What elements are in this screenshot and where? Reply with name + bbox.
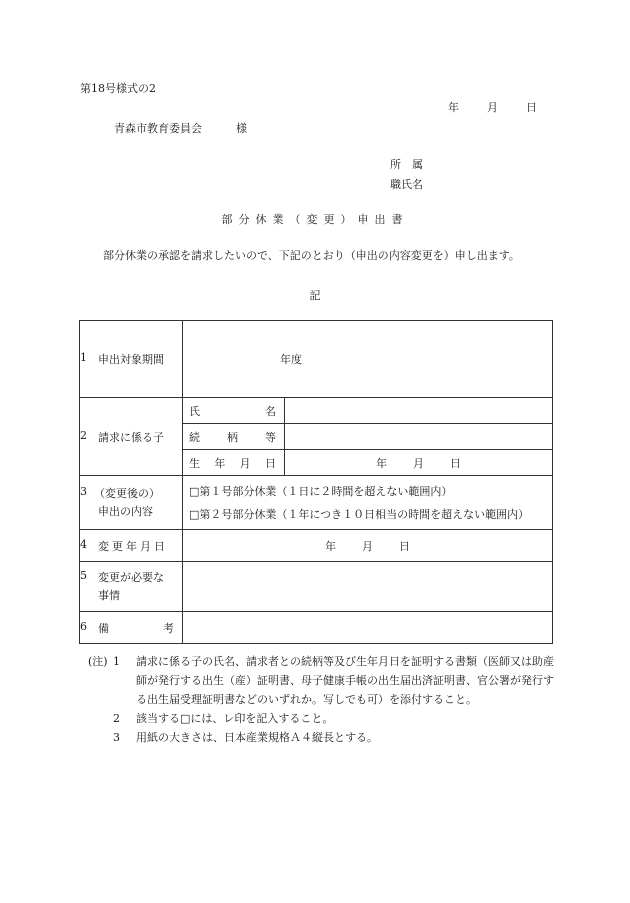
row-child-name (80, 398, 553, 424)
date-month: 月 (487, 101, 498, 114)
row-number: 3 (80, 484, 87, 498)
change-date-label-cell (80, 530, 183, 562)
reason-label-cell (80, 562, 183, 612)
remarks-label-cell: 6 備 考 (80, 612, 183, 644)
application-table (79, 320, 553, 644)
row-content (80, 476, 553, 530)
period-value: 年度 (280, 353, 302, 366)
intro-text: 部分休業の承認を請求したいので、下記のとおり（申出の内容変更を）申し出ます。 (103, 249, 520, 262)
reason-label-line2: 事情 (98, 588, 120, 602)
child-label: 請求に係る子 (98, 430, 164, 444)
document-title: 部分休業（変更）申出書 (221, 213, 409, 226)
notes-prefix: (注) (88, 655, 108, 668)
content-label-line1: （変更後の） (94, 486, 160, 500)
affiliation-label: 所 属 (390, 158, 423, 171)
child-relation-label: 続 柄 等 (183, 424, 285, 450)
row-number: 5 (80, 568, 87, 582)
child-name-field[interactable] (285, 398, 553, 424)
child-name-label: 氏 名 (183, 398, 285, 424)
content-options (183, 476, 553, 530)
child-birth-field[interactable]: 年 月 日 (285, 450, 553, 476)
addressee (114, 120, 247, 136)
remarks-field[interactable] (183, 612, 553, 644)
addressee-honorific: 様 (236, 122, 247, 135)
content-label-cell (80, 476, 183, 530)
change-date-label: 変更年月日 (98, 539, 168, 553)
note-item: (注) 1 請求に係る子の氏名、請求者との続柄等及び生年月日を証明する書類（医師又は助産師が発行する出生（産）証明書、母子健康手帳の出生届出済証明書、官公署が発行する出生届受理証明書などのいずれか。写しでも可）を添付すること。 (88, 652, 558, 709)
child-relation-field[interactable] (285, 424, 553, 450)
child-label-cell (80, 398, 183, 476)
date-year: 年 (448, 101, 459, 114)
addressee-name: 青森市教育委員会 (114, 122, 202, 135)
row-period (80, 321, 553, 398)
reason-field[interactable] (183, 562, 553, 612)
content-label-line2: 申出の内容 (98, 504, 153, 518)
row-remarks (80, 612, 553, 644)
row-reason (80, 562, 553, 612)
period-label-cell (80, 321, 183, 398)
reason-label-line1: 変更が必要な (98, 570, 164, 584)
ki-label: 記 (309, 289, 321, 302)
row-number: 2 (80, 428, 87, 442)
row-number: 6 (80, 619, 87, 633)
option-type1[interactable]: □第１号部分休業（１日に２時間を超えない範囲内） (189, 484, 453, 498)
submission-date (448, 99, 537, 115)
date-day: 日 (526, 101, 537, 114)
row-change-date (80, 530, 553, 562)
period-label: 申出対象期間 (98, 353, 164, 366)
row-number: 4 (80, 537, 87, 551)
note-item: 2 該当する□には、レ印を記入すること。 (113, 712, 334, 725)
child-birth-label: 生 年 月 日 (183, 450, 285, 476)
option-type2[interactable]: □第２号部分休業（１年につき１０日相当の時間を超えない範囲内） (189, 507, 530, 521)
name-label: 職氏名 (390, 178, 423, 191)
row-number: 1 (80, 351, 87, 364)
form-number: 第18号様式の2 (80, 82, 156, 95)
change-date-field[interactable]: 年 月 日 (183, 530, 553, 562)
period-field[interactable] (183, 321, 553, 398)
notes (88, 652, 558, 747)
note-item: 3 用紙の大きさは、日本産業規格Ａ４縦長とする。 (113, 731, 378, 744)
